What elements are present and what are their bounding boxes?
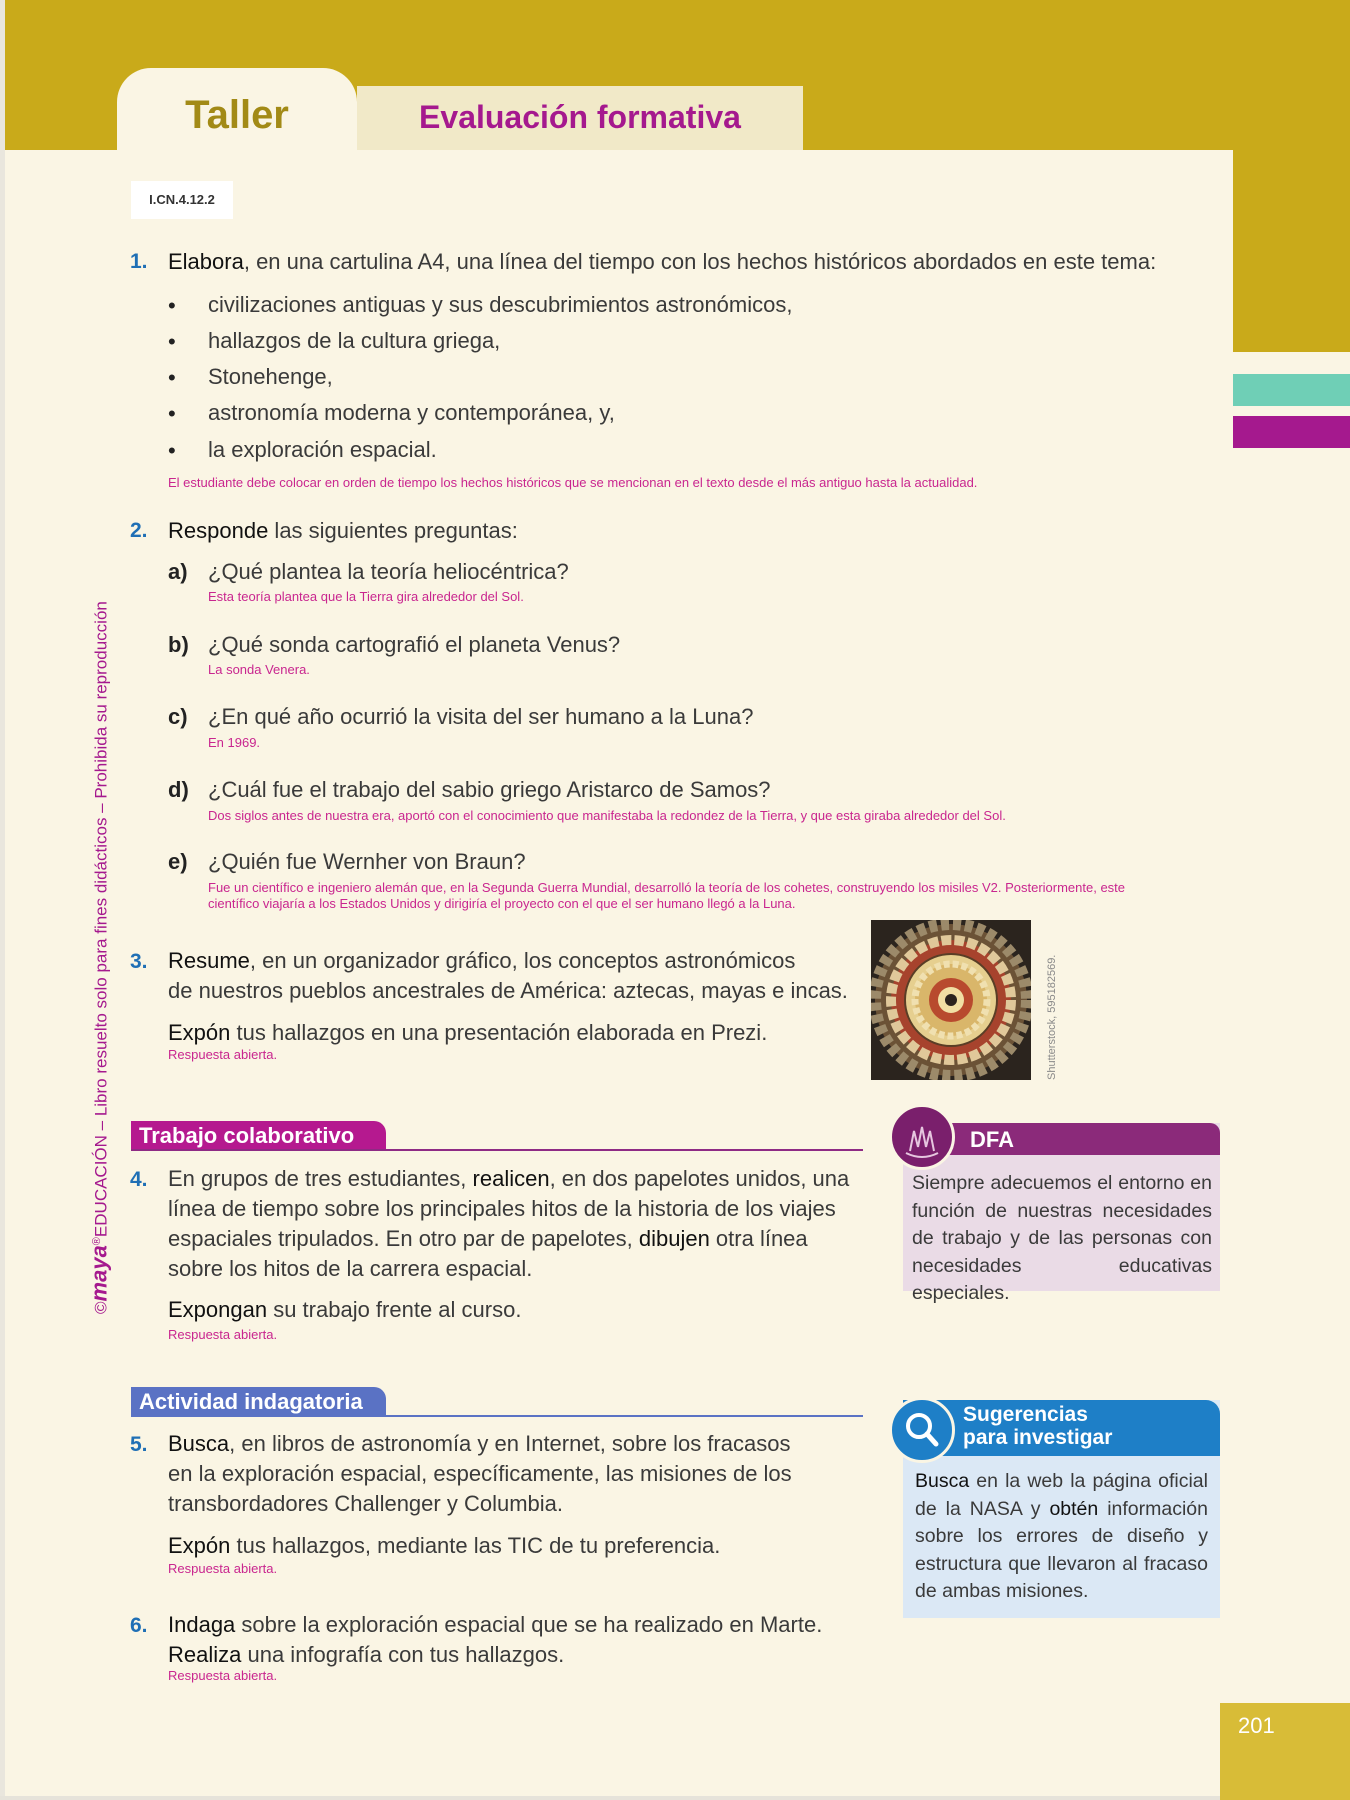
- question-text: , en dos papelotes unidos, una: [549, 1166, 850, 1191]
- bullet-dot: •: [168, 293, 176, 318]
- question-verb: Expón: [168, 1020, 231, 1045]
- suggestion-verb: Busca: [915, 1470, 970, 1492]
- question-verb: Expón: [168, 1533, 231, 1558]
- collab-rule: [131, 1149, 863, 1151]
- sub-question-letter: a): [168, 559, 188, 584]
- question-6-line-2: [168, 1640, 564, 1670]
- answer-text: Esta teoría plantea que la Tierra gira alrededor del Sol.: [208, 589, 524, 604]
- brand-logo: maya: [86, 1245, 112, 1302]
- inquiry-heading: Actividad indagatoria: [131, 1387, 386, 1417]
- question-verb: Busca: [168, 1431, 230, 1456]
- sub-question-letter: c): [168, 704, 188, 729]
- answer-text: Respuesta abierta.: [168, 1327, 278, 1342]
- dfa-text: Siempre adecuemos el entorno en función de nuestras necesidades de trabajo y de las personas con necesidades educativas especiales.: [912, 1172, 1212, 1304]
- question-number: 6.: [130, 1614, 148, 1637]
- sub-question-text: ¿Quién fue Wernher von Braun?: [208, 849, 526, 874]
- answer-text: Respuesta abierta.: [168, 1561, 278, 1576]
- answer-text: científico viajaría a los Estados Unidos y dirigiría el proyecto con el que el ser humano llegó a la Luna.: [208, 896, 796, 911]
- bullet-dot: •: [168, 438, 176, 463]
- bullet-dot: •: [168, 401, 176, 426]
- bullet-item: Stonehenge,: [208, 364, 333, 389]
- bullet-dot: •: [168, 329, 176, 354]
- page-number: 201: [1238, 1713, 1275, 1738]
- question-text: sobre la exploración espacial que se ha realizado en Marte.: [235, 1612, 823, 1637]
- question-4-line-1: [168, 1164, 849, 1194]
- copyright-text: EDUCACIÓN – Libro resuelto solo para fines didácticos – Prohibida su reproducción: [91, 601, 111, 1238]
- question-text: , en libros de astronomía y en Internet, sobre los fracasos: [229, 1431, 791, 1456]
- answer-text: Respuesta abierta.: [168, 1047, 278, 1062]
- teal-margin-tab: [1233, 374, 1350, 406]
- bullet-item: civilizaciones antiguas y sus descubrimientos astronómicos,: [208, 292, 793, 317]
- question-number: 3.: [130, 950, 148, 973]
- taller-title: Taller: [185, 93, 289, 137]
- question-text: , en un organizador gráfico, los conceptos astronómicos: [249, 948, 796, 973]
- collab-heading: Trabajo colaborativo: [131, 1121, 386, 1151]
- question-3-line-3: [168, 1018, 767, 1048]
- suggestions-title-line-2: para investigar: [963, 1426, 1113, 1449]
- question-verb: dibujen: [638, 1226, 710, 1251]
- question-4-line-3: [168, 1224, 808, 1254]
- answer-text: Respuesta abierta.: [168, 1668, 278, 1683]
- question-text: En grupos de tres estudiantes,: [168, 1166, 473, 1191]
- question-5-line-2: en la exploración espacial, específicamente, las misiones de los: [168, 1461, 792, 1486]
- sub-question-letter: e): [168, 849, 188, 874]
- question-verb: Responde: [168, 518, 269, 543]
- sub-question-text: ¿En qué año ocurrió la visita del ser humano a la Luna?: [208, 704, 754, 729]
- question-number: 1.: [130, 250, 148, 273]
- registered-mark: ®: [91, 1237, 103, 1246]
- question-number: 4.: [130, 1168, 148, 1191]
- suggestions-text: [915, 1468, 1208, 1606]
- question-5-line-4: [168, 1531, 720, 1561]
- answer-text: Dos siglos antes de nuestra era, aportó con el conocimiento que manifestaba la redondez de la Tierra, y que esta giraba alrededor del Sol.: [208, 808, 1006, 823]
- magnifier-icon: [889, 1397, 955, 1463]
- suggestion-verb: obtén: [1049, 1497, 1099, 1520]
- dfa-title: DFA: [970, 1127, 1014, 1152]
- vertical-copyright: [86, 601, 113, 1314]
- question-5-line-1: [168, 1429, 790, 1459]
- bullet-dot: •: [168, 365, 176, 390]
- suggestions-title-line-1: Sugerencias: [963, 1403, 1088, 1426]
- question-text: las siguientes preguntas:: [268, 518, 518, 543]
- magenta-margin-tab: [1233, 416, 1350, 448]
- suggestion-text: información sobre los errores de diseño y estructura que llevaron al fracaso de ambas misiones.: [915, 1497, 1208, 1602]
- bullet-item: la exploración espacial.: [208, 437, 437, 462]
- question-verb: realicen: [472, 1166, 550, 1191]
- answer-text: Fue un científico e ingeniero alemán que, en la Segunda Guerra Mundial, desarrolló la teoría de los cohetes, construyendo los misiles V2. Posteriormente, este: [208, 880, 1126, 895]
- question-2-text: [168, 516, 518, 546]
- answer-text: La sonda Venera.: [208, 662, 310, 677]
- question-4-line-2: línea de tiempo sobre los principales hitos de la historia de los viajes: [168, 1196, 836, 1221]
- sub-question-text: ¿Cuál fue el trabajo del sabio griego Aristarco de Samos?: [208, 777, 771, 802]
- sub-question-text: ¿Qué sonda cartografió el planeta Venus?: [208, 632, 621, 657]
- left-edge-strip: [0, 0, 5, 1800]
- answer-text: El estudiante debe colocar en orden de tiempo los hechos históricos que se mencionan en el texto desde el más antiguo hasta la actualidad.: [168, 475, 978, 490]
- copyright-symbol: ©: [91, 1301, 111, 1314]
- question-number: 5.: [130, 1433, 148, 1456]
- question-text: tus hallazgos en una presentación elaborada en Prezi.: [230, 1020, 768, 1045]
- mayan-calendar-image: [871, 920, 1031, 1080]
- question-text: una infografía con tus hallazgos.: [241, 1642, 565, 1667]
- question-number: 2.: [130, 519, 148, 542]
- question-5-line-3: transbordadores Challenger y Columbia.: [168, 1491, 563, 1516]
- sub-question-letter: d): [168, 777, 189, 802]
- question-text: tus hallazgos, mediante las TIC de tu preferencia.: [230, 1533, 721, 1558]
- answer-text: En 1969.: [208, 735, 261, 750]
- question-4-line-5: [168, 1295, 521, 1325]
- question-verb: Elabora: [168, 249, 244, 274]
- suggestion-text: en la web la página oficial de la NASA y: [915, 1470, 1208, 1520]
- question-verb: Expongan: [168, 1297, 268, 1322]
- question-verb: Indaga: [168, 1612, 236, 1637]
- sub-question-text: ¿Qué plantea la teoría heliocéntrica?: [208, 559, 569, 584]
- bullet-item: hallazgos de la cultura griega,: [208, 328, 501, 353]
- hands-icon: [889, 1104, 955, 1170]
- right-margin-band: [1233, 150, 1350, 352]
- image-credit: Shutterstock, 595182569.: [1046, 954, 1058, 1080]
- question-text: su trabajo frente al curso.: [267, 1297, 522, 1322]
- sub-question-letter: b): [168, 632, 189, 657]
- section-title: Evaluación formativa: [419, 99, 741, 135]
- criterion-code: I.CN.4.12.2: [131, 181, 233, 219]
- question-text: otra línea: [709, 1226, 808, 1251]
- suggestions-title: [963, 1403, 1112, 1449]
- question-1-text: [168, 247, 1156, 277]
- question-3-line-1: [168, 946, 795, 976]
- bottom-edge-strip: [0, 1796, 1350, 1800]
- question-verb: Realiza: [168, 1642, 242, 1667]
- inquiry-rule: [131, 1415, 863, 1417]
- question-6-line-1: [168, 1610, 822, 1640]
- question-3-line-2: de nuestros pueblos ancestrales de América: aztecas, mayas e incas.: [168, 978, 848, 1003]
- question-text: , en una cartulina A4, una línea del tiempo con los hechos históricos abordados en este tema:: [243, 249, 1157, 274]
- question-4-line-4: sobre los hitos de la carrera espacial.: [168, 1256, 533, 1281]
- question-verb: Resume: [168, 948, 250, 973]
- question-text: espaciales tripulados. En otro par de papelotes,: [168, 1226, 639, 1251]
- bullet-item: astronomía moderna y contemporánea, y,: [208, 400, 615, 425]
